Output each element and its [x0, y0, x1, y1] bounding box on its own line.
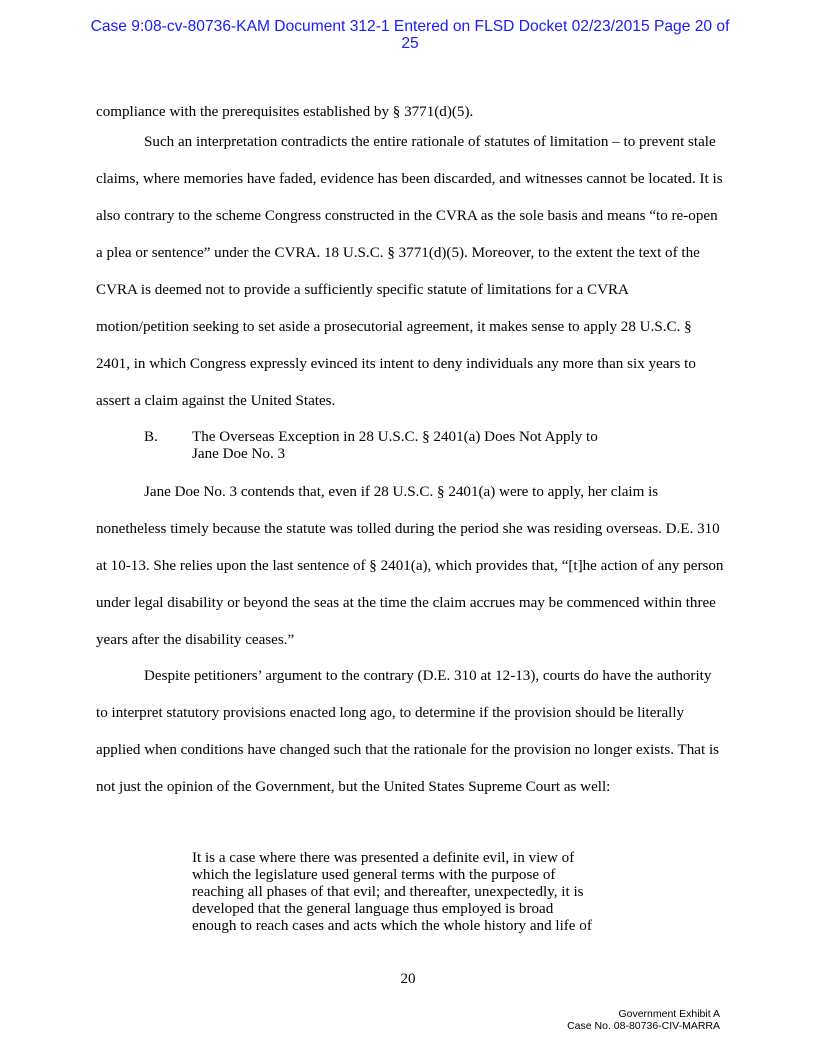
- paragraph-statute-rationale: [96, 124, 724, 420]
- page-number: 20: [400, 971, 416, 987]
- block-quote-line: developed that the general language thus employed is broad: [192, 901, 554, 917]
- paragraph-courts-authority: [96, 658, 724, 806]
- section-heading-line1: The Overseas Exception in 28 U.S.C. § 2401(a) Does Not Apply to: [192, 429, 598, 445]
- paragraph-statute-rationale-text: Such an interpretation contradicts the entire rationale of statutes of limitation – to prevent stale claims, where memories have faded, evidence has been discarded, and witnesses cannot be located. It is also contrary to the scheme Congress constructed in the CVRA as the sole basis and means “to re-open a plea or sentence” under the CVRA. 18 U.S.C. § 3771(d)(5). Moreover, to the extent the text of the CVRA is deemed not to provide a sufficiently specific statute of limitations for a CVRA motion/petition seeking to set aside a prosecutorial agreement, it makes sense to apply 28 U.S.C. § 2401, in which Congress expressly evinced its intent to deny individuals any more than six years to assert a claim against the United States.: [96, 134, 723, 409]
- paragraph-jane-doe-contention: [96, 474, 724, 659]
- block-quote-line: enough to reach cases and acts which the whole history and life of: [192, 918, 592, 934]
- docket-header-line2: 25: [401, 35, 419, 52]
- paragraph-courts-authority-text: Despite petitioners’ argument to the contrary (D.E. 310 at 12-13), courts do have the authority to interpret statutory provisions enacted long ago, to determine if the provision should be literally applied when conditions have changed such that the rationale for the provision no longer exists. That is not just the opinion of the Government, but the United States Supreme Court as well:: [96, 668, 720, 795]
- exhibit-footer-line1: Government Exhibit A: [618, 1008, 720, 1020]
- section-heading-line2: Jane Doe No. 3: [192, 446, 286, 462]
- block-quote: [192, 850, 632, 935]
- block-quote-line: It is a case where there was presented a definite evil, in view of: [192, 850, 575, 866]
- paragraph-continuation-text: compliance with the prerequisites established by § 3771(d)(5).: [96, 104, 474, 120]
- block-quote-line: reaching all phases of that evil; and thereafter, unexpectedly, it is: [192, 884, 584, 900]
- docket-header-line1: Case 9:08-cv-80736-KAM Document 312-1 Entered on FLSD Docket 02/23/2015 Page 20 of: [90, 18, 730, 35]
- block-quote-line: which the legislature used general terms with the purpose of: [192, 867, 556, 883]
- exhibit-footer: [567, 1008, 720, 1032]
- paragraph-jane-doe-contention-text: Jane Doe No. 3 contends that, even if 28 U.S.C. § 2401(a) were to apply, her claim is nonetheless timely because the statute was tolled during the period she was residing overseas. D.E. 310 at 10-13. She relies upon the last sentence of § 2401(a), which provides that, “[t]he action of any person under legal disability or beyond the seas at the time the claim accrues may be commenced within three years after the disability ceases.”: [96, 484, 724, 648]
- section-heading-letter: B.: [144, 429, 158, 445]
- exhibit-footer-line2: Case No. 08-80736-CIV-MARRA: [567, 1020, 720, 1032]
- docket-header: [60, 18, 760, 52]
- section-heading-text: [192, 429, 692, 463]
